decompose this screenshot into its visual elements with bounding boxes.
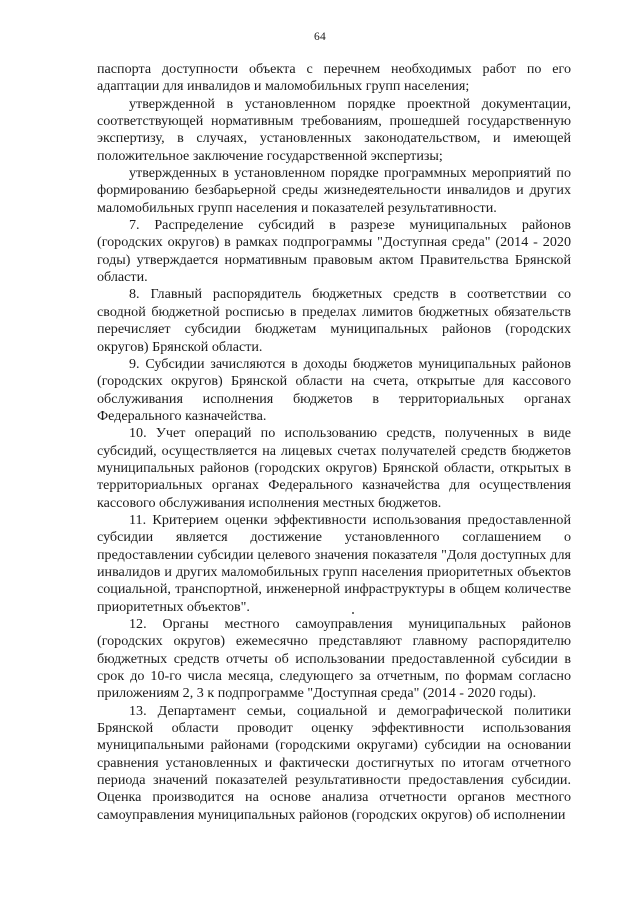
paragraph-8: 8. Главный распорядитель бюджетных средств в соответствии со сводной бюджетной росписью в пределах лимитов бюджетных обязательств перечисляет субсидии бюджетам муниципальных районов (городских округов) Брянской области. <box>97 286 571 355</box>
paragraph-program-measures: утвержденных в установленном порядке программных мероприятий по формированию безбарьерной среды жизнедеятельности инвалидов и других маломобильных групп населения и показателей результативности. <box>97 165 571 216</box>
paragraph-10: 10. Учет операций по использованию средств, полученных в виде субсидий, осуществляется на лицевых счетах получателей средств бюджетов муниципальных районов (городских округов) Брянской области, открытых в территориальных органах Федерального казначейства для осуществления кассового обслуживания исполнения местных бюджетов. <box>97 425 571 511</box>
paragraph-12: 12. Органы местного самоуправления муниципальных районов (городских округов) ежемесячно представляют главному распорядителю бюджетных средств отчеты об использовании предоставленной субсидии в срок до 10-го числа месяца, следующего за отчетным, по формам согласно приложениям 2, 3 к подпрограмме "Доступная среда" (2014 - 2020 годы). <box>97 616 571 702</box>
paragraph-13: 13. Департамент семьи, социальной и демографической политики Брянской области проводит оценку эффективности использования муниципальными районами (городскими округами) субсидии на основании сравнения установленных и фактически достигнутых по итогам отчетного периода значений показателей результативности предоставления субсидии. Оценка производится на основе анализа отчетности органов местного самоуправления муниципальных районов (городских округов) об исполнении <box>97 702 571 823</box>
paragraph-9: 9. Субсидии зачисляются в доходы бюджетов муниципальных районов (городских округов) Брянской области на счета, открытые для кассового обслуживания исполнения бюджетов в территориальных органах Федерального казначейства. <box>97 355 571 424</box>
page-number: 64 <box>314 31 326 43</box>
paragraph-project-documentation: утвержденной в установленном порядке проектной документации, соответствующей нормативным требованиям, прошедшей государственную экспертизу, в случаях, установленных законодательством, и имеющей положительное заключение государственной экспертизы; <box>97 95 571 164</box>
document-body <box>97 61 571 824</box>
scan-speck <box>352 612 354 614</box>
paragraph-continuation: паспорта доступности объекта с перечнем необходимых работ по его адаптации для инвалидов и маломобильных групп населения; <box>97 61 571 95</box>
paragraph-11: 11. Критерием оценки эффективности использования предоставленной субсидии является достижение установленного соглашением о предоставлении субсидии целевого значения показателя "Доля доступных для инвалидов и других маломобильных групп населения приоритетных объектов социальной, транспортной, инженерной инфраструктуры в общем количестве приоритетных объектов". <box>97 511 571 615</box>
paragraph-7: 7. Распределение субсидий в разрезе муниципальных районов (городских округов) в рамках подпрограммы "Доступная среда" (2014 - 2020 годы) утверждается нормативным правовым актом Правительства Брянской области. <box>97 217 571 286</box>
